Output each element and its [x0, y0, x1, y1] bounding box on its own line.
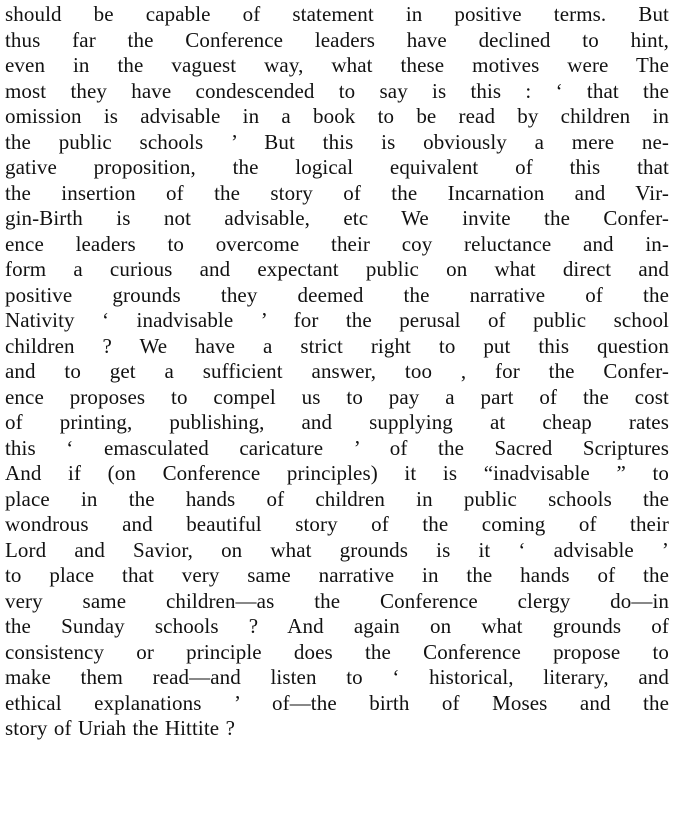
text-line: and to get a sufficient answer, too , for the Confer- [5, 359, 669, 383]
text-line: gin-Birth is not advisable, etc We invite the Confer- [5, 206, 669, 230]
text-line: ethical explanations ’ of—the birth of Moses and the [5, 690, 669, 715]
text-line: form a curious and expectant public on what direct and [5, 257, 669, 281]
text-line: children ? We have a strict right to put this question [5, 333, 669, 358]
text-line: consistency or principle does the Conference propose to [5, 639, 669, 664]
text-line: Lord and Savior, on what grounds is it ‘ advisable ’ [5, 537, 669, 562]
text-line: And if (on Conference principles) it is “inadvisable ” to [5, 461, 669, 485]
text-line: most they have condescended to say is this : ‘ that the [5, 78, 669, 103]
text-line: of printing, publishing, and supplying at cheap rates [5, 410, 669, 434]
text-line: the insertion of the story of the Incarnation and Vir- [5, 180, 669, 205]
text-line: should be capable of statement in positive terms. But [5, 2, 669, 26]
text-line: positive grounds they deemed the narrative of the [5, 282, 669, 307]
text-line: place in the hands of children in public schools the [5, 486, 669, 511]
text-line: to place that very same narrative in the hands of the [5, 563, 669, 587]
text-line: Nativity ‘ inadvisable ’ for the perusal of public school [5, 308, 669, 332]
text-line: wondrous and beautiful story of the coming of their [5, 512, 669, 536]
text-line: ence leaders to overcome their coy reluctance and in- [5, 231, 669, 256]
text-line: gative proposition, the logical equivalent of this that [5, 155, 669, 179]
text-line: very same children—as the Conference clergy do—in [5, 588, 669, 613]
text-line: the public schools ’ But this is obviously a mere ne- [5, 129, 669, 154]
text-line: omission is advisable in a book to be read by children in [5, 104, 669, 128]
text-line: even in the vaguest way, what these motives were The [5, 53, 669, 77]
text-line: ence proposes to compel us to pay a part of the cost [5, 384, 669, 409]
text-line-last: story of Uriah the Hittite ? [5, 716, 235, 740]
text-line: thus far the Conference leaders have declined to hint, [5, 27, 669, 52]
text-line: this ‘ emasculated caricature ’ of the Sacred Scriptures [5, 435, 669, 460]
text-line: make them read—and listen to ‘ historical, literary, and [5, 665, 669, 689]
text-line: the Sunday schools ? And again on what grounds of [5, 614, 669, 638]
article-paragraph [5, 2, 669, 742]
